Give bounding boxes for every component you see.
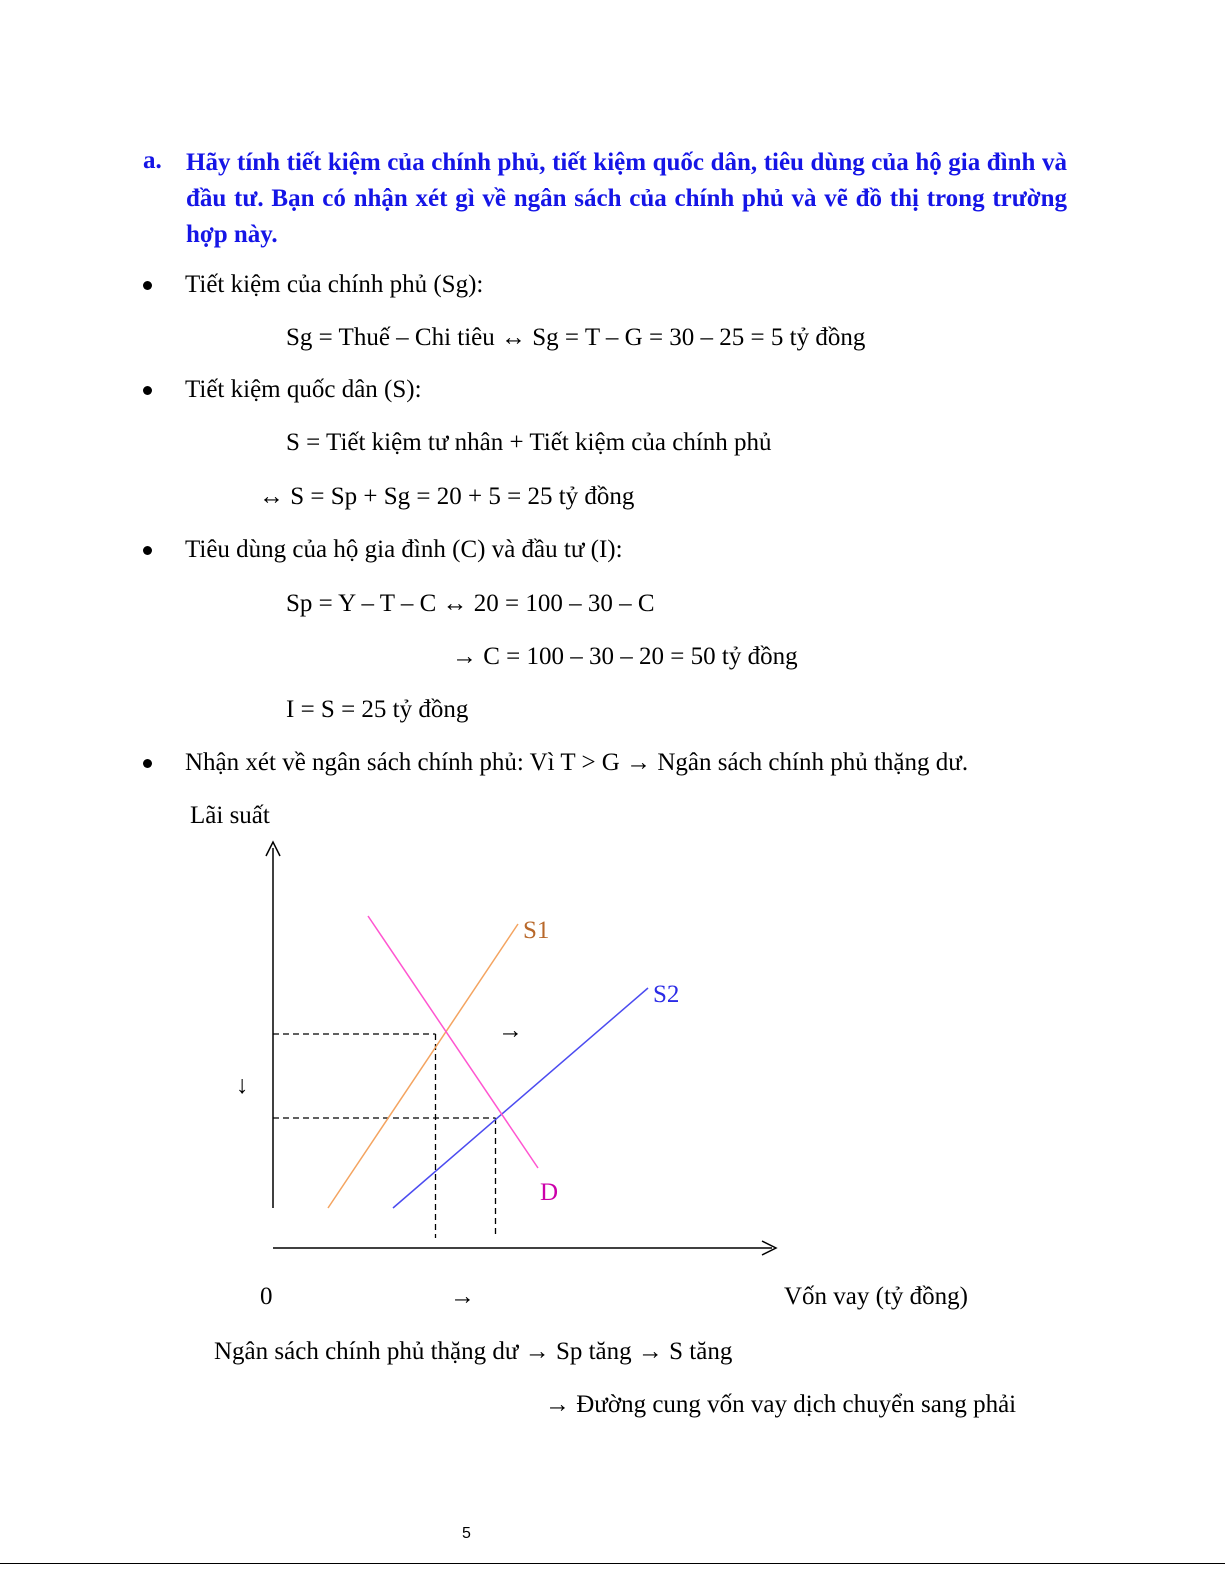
page-number: 5	[462, 1525, 471, 1542]
page-bottom-rule	[0, 1563, 1225, 1564]
ci-formula-2: → C = 100 – 30 – 20 = 50 tỷ đồng	[452, 643, 798, 670]
sg-heading: Tiết kiệm của chính phủ (Sg):	[185, 271, 484, 298]
series-label-s1: S1	[523, 917, 550, 944]
series-label-d: D	[540, 1179, 559, 1206]
bullet	[143, 386, 152, 395]
conclusion-line-2: → Đường cung vốn vay dịch chuyển sang phải	[545, 1391, 1017, 1418]
shift-arrow: →	[498, 1017, 523, 1044]
rate-arrow: ↓	[236, 1072, 249, 1099]
budget-remark: Nhận xét về ngân sách chính phủ: Vì T > G → Ngân sách chính phủ thặng dư.	[185, 749, 969, 776]
question-text: Hãy tính tiết kiệm của chính phủ, tiết kiệm quốc dân, tiêu dùng của hộ gia đình và đầu tư. Bạn có nhận xét gì về ngân sách của chính phủ và vẽ đồ thị trong trường hợp này.	[186, 149, 1067, 248]
ci-heading: Tiêu dùng của hộ gia đình (C) và đầu tư (I):	[185, 536, 623, 563]
bullet	[143, 546, 152, 555]
question-marker: a.	[143, 147, 162, 174]
ci-formula-3: I = S = 25 tỷ đồng	[286, 696, 469, 723]
s-formula-1: S = Tiết kiệm tư nhân + Tiết kiệm của chính phủ	[286, 429, 772, 456]
s-heading: Tiết kiệm quốc dân (S):	[185, 376, 422, 403]
conclusion-line-1: Ngân sách chính phủ thặng dư → Sp tăng → S tăng	[214, 1338, 733, 1365]
sg-formula: Sg = Thuế – Chi tiêu ↔ Sg = T – G = 30 – 25 = 5 tỷ đồng	[286, 324, 866, 351]
s-formula-2: ↔ S = Sp + Sg = 20 + 5 = 25 tỷ đồng	[259, 483, 635, 510]
ci-formula-1: Sp = Y – T – C ↔ 20 = 100 – 30 – C	[286, 590, 655, 617]
quantity-arrow: →	[450, 1283, 475, 1310]
x-axis-label: Vốn vay (tỷ đồng)	[784, 1283, 968, 1310]
series-label-s2: S2	[653, 981, 680, 1008]
y-axis-label: Lãi suất	[190, 802, 270, 829]
origin-label: 0	[260, 1283, 273, 1310]
loanable-funds-chart	[0, 790, 1225, 1350]
bullet	[143, 281, 152, 290]
series-line-s1	[328, 924, 518, 1208]
bullet	[143, 759, 152, 768]
